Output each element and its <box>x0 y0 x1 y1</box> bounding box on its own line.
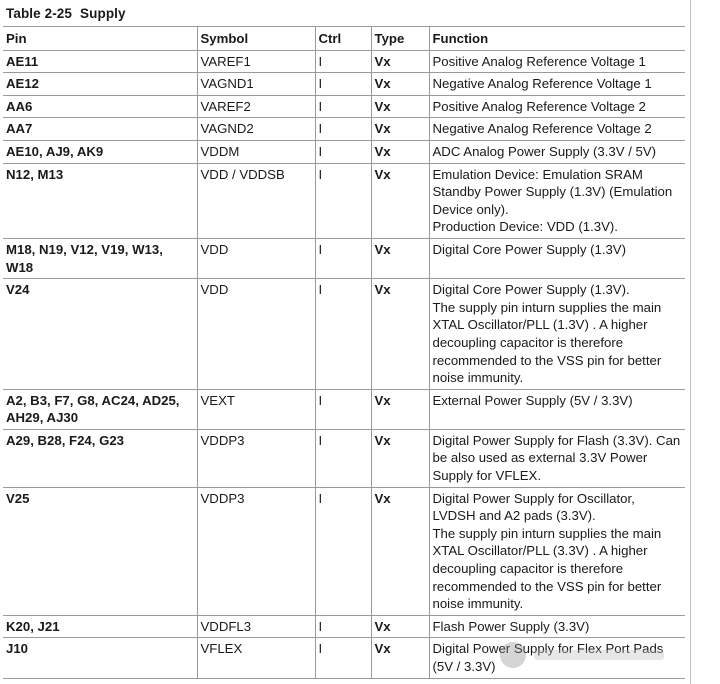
type-cell: Vx <box>371 140 429 163</box>
symbol-cell: VDDM <box>197 140 315 163</box>
header-symbol: Symbol <box>197 27 315 51</box>
function-line: Positive Analog Reference Voltage 1 <box>432 53 646 69</box>
symbol-cell: VDDP3 <box>197 487 315 615</box>
function-line: Production Device: VDD (1.3V). <box>432 219 618 235</box>
function-cell <box>429 238 685 278</box>
type-cell: Vx <box>371 638 429 678</box>
pin-cell: N12, M13 <box>3 163 197 238</box>
function-cell <box>429 163 685 238</box>
table-row <box>3 140 685 163</box>
function-line: ADC Analog Power Supply (3.3V / 5V) <box>432 143 657 159</box>
table-row <box>3 163 685 238</box>
function-line: Negative Analog Reference Voltage 2 <box>432 121 652 137</box>
symbol-cell: VAREF1 <box>197 50 315 73</box>
type-cell: Vx <box>371 50 429 73</box>
table-row <box>3 50 685 73</box>
ctrl-cell: I <box>315 73 371 96</box>
table-caption <box>6 6 126 21</box>
type-cell: Vx <box>371 429 429 487</box>
table-number: Table 2-25 <box>6 6 73 21</box>
ctrl-cell: I <box>315 95 371 118</box>
pin-cell: J10 <box>3 638 197 678</box>
ctrl-cell: I <box>315 238 371 278</box>
function-line: Digital Power Supply for Flex Port Pads (5V / 3.3V) <box>432 641 664 674</box>
function-line: Digital Power Supply for Oscillator, LVDSH and A2 pads (3.3V). <box>432 490 635 524</box>
symbol-cell: VFLEX <box>197 638 315 678</box>
function-cell <box>429 73 685 96</box>
pin-cell: K20, J21 <box>3 615 197 638</box>
pin-cell: AE10, AJ9, AK9 <box>3 140 197 163</box>
pin-cell: AA6 <box>3 95 197 118</box>
symbol-cell: VAREF2 <box>197 95 315 118</box>
type-cell: Vx <box>371 615 429 638</box>
ctrl-cell: I <box>315 638 371 678</box>
ctrl-cell: I <box>315 389 371 429</box>
symbol-cell: VDDP3 <box>197 429 315 487</box>
function-line: Digital Power Supply for Flash (3.3V). Can be also used as external 3.3V Power Supply for VFLEX. <box>432 432 681 484</box>
function-line: Flash Power Supply (3.3V) <box>432 618 590 634</box>
ctrl-cell: I <box>315 279 371 390</box>
ctrl-cell: I <box>315 615 371 638</box>
type-cell: Vx <box>371 95 429 118</box>
function-line: Emulation Device: Emulation SRAM Standby Power Supply (1.3V) (Emulation Device only). <box>432 166 673 217</box>
table-row <box>3 615 685 638</box>
function-cell <box>429 118 685 141</box>
table-row <box>3 429 685 487</box>
function-cell <box>429 389 685 429</box>
symbol-cell: VDD <box>197 279 315 390</box>
header-function: Function <box>429 27 685 51</box>
ctrl-cell: I <box>315 118 371 141</box>
table-row <box>3 389 685 429</box>
function-cell <box>429 95 685 118</box>
pin-cell: M18, N19, V12, V19, W13, W18 <box>3 238 197 278</box>
symbol-cell: VEXT <box>197 389 315 429</box>
type-cell: Vx <box>371 389 429 429</box>
ctrl-cell: I <box>315 429 371 487</box>
function-cell <box>429 615 685 638</box>
ctrl-cell: I <box>315 50 371 73</box>
function-cell <box>429 638 685 678</box>
function-line: Positive Analog Reference Voltage 2 <box>432 98 646 114</box>
symbol-cell: VDD / VDDSB <box>197 163 315 238</box>
function-line <box>433 409 682 427</box>
symbol-cell: VDDFL3 <box>197 615 315 638</box>
table-row <box>3 279 685 390</box>
pin-cell: AA7 <box>3 118 197 141</box>
function-line: The supply pin inturn supplies the main XTAL Oscillator/PLL (1.3V) . A higher decoupling capacitor is therefore recommended to the VSS pin for better noise immunity. <box>432 299 662 386</box>
pin-cell: A29, B28, F24, G23 <box>3 429 197 487</box>
function-line: Digital Core Power Supply (1.3V) <box>432 241 626 257</box>
function-line: Negative Analog Reference Voltage 1 <box>432 76 652 92</box>
function-line: The supply pin inturn supplies the main XTAL Oscillator/PLL (3.3V) . A higher decoupling capacitor is therefore recommended to the VSS pin for better noise immunity. <box>432 525 662 612</box>
header-pin: Pin <box>3 27 197 51</box>
symbol-cell: VDD <box>197 238 315 278</box>
function-cell <box>429 487 685 615</box>
function-cell <box>429 50 685 73</box>
type-cell: Vx <box>371 238 429 278</box>
function-cell <box>429 429 685 487</box>
type-cell: Vx <box>371 487 429 615</box>
pin-cell: V24 <box>3 279 197 390</box>
table-row <box>3 95 685 118</box>
table-row <box>3 73 685 96</box>
type-cell: Vx <box>371 73 429 96</box>
function-line: External Power Supply (5V / 3.3V) <box>432 392 633 408</box>
pin-cell: AE11 <box>3 50 197 73</box>
table-row <box>3 487 685 615</box>
pin-cell: V25 <box>3 487 197 615</box>
function-line: Digital Core Power Supply (1.3V). <box>432 282 630 298</box>
function-cell <box>429 140 685 163</box>
type-cell: Vx <box>371 279 429 390</box>
symbol-cell: VAGND1 <box>197 73 315 96</box>
type-cell: Vx <box>371 118 429 141</box>
table-row <box>3 238 685 278</box>
table-body <box>3 50 685 678</box>
table-header-row <box>3 27 685 51</box>
supply-pin-table <box>3 26 685 679</box>
page-right-border <box>690 0 691 684</box>
header-type: Type <box>371 27 429 51</box>
table-row <box>3 638 685 678</box>
function-line <box>433 259 682 277</box>
table-row <box>3 118 685 141</box>
ctrl-cell: I <box>315 140 371 163</box>
header-ctrl: Ctrl <box>315 27 371 51</box>
ctrl-cell: I <box>315 487 371 615</box>
pin-cell: AE12 <box>3 73 197 96</box>
ctrl-cell: I <box>315 163 371 238</box>
type-cell: Vx <box>371 163 429 238</box>
function-cell <box>429 279 685 390</box>
symbol-cell: VAGND2 <box>197 118 315 141</box>
table-name: Supply <box>80 6 126 21</box>
pin-cell: A2, B3, F7, G8, AC24, AD25, AH29, AJ30 <box>3 389 197 429</box>
